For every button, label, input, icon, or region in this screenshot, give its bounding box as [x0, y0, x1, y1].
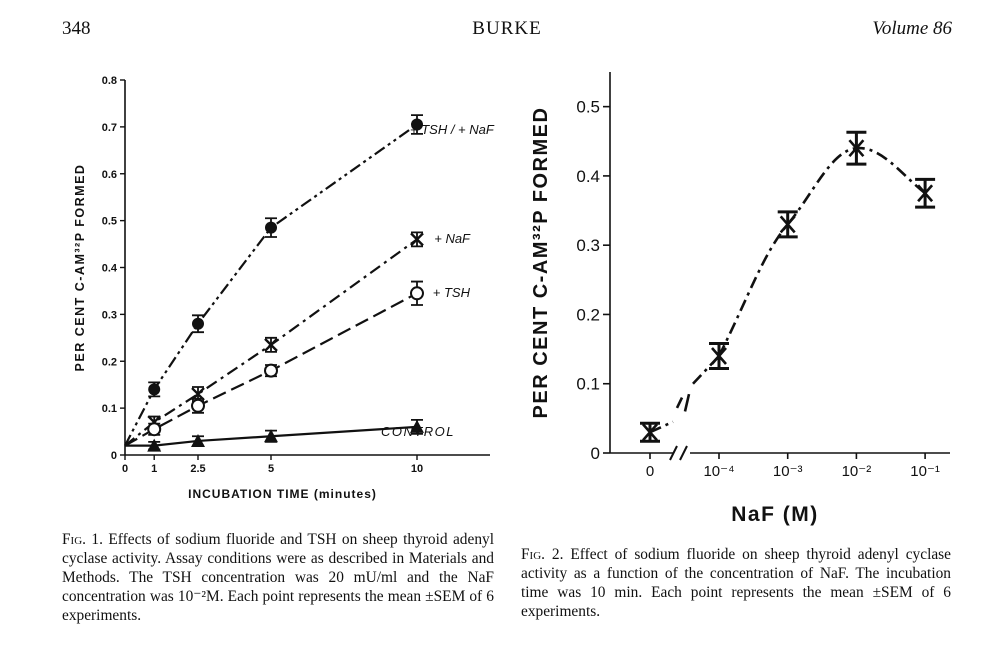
series-label: + NaF	[434, 231, 470, 246]
figure-1-caption	[62, 530, 494, 625]
figure-1-label: Fig. 1.	[62, 531, 103, 548]
figure-1-caption-text: Effects of sodium fluoride and TSH on sheep thyroid adenyl cyclase activity. Assay conditions were as described in Materials and Methods. The TSH concentration was 20 mU/ml and the NaF concentration was 10⁻²M. Each point represents the mean ±SEM of 6 experiments.	[62, 531, 494, 624]
x-tick-label: 10⁻²	[841, 463, 872, 480]
volume-label: Volume 86	[872, 18, 952, 39]
y-tick-label: 0.2	[576, 305, 600, 325]
x-tick-label: 0	[645, 463, 655, 480]
running-author: BURKE	[472, 18, 542, 39]
y-tick-label: 0.7	[101, 121, 117, 134]
x-axis-label: INCUBATION TIME (minutes)	[188, 487, 377, 501]
y-tick-label: 0.5	[101, 215, 117, 228]
y-tick-label: 0	[590, 444, 600, 463]
page-number: 348	[62, 18, 91, 39]
x-axis-label: NaF (M)	[731, 503, 819, 526]
data-point	[411, 287, 423, 299]
figure-2-label: Fig. 2.	[521, 546, 564, 563]
series-label: + TSH / + NaF	[410, 122, 494, 137]
x-tick-label: 10⁻³	[772, 463, 803, 480]
x-tick-label: 10	[410, 463, 424, 475]
figure-2-caption	[521, 545, 951, 621]
series-line	[125, 125, 417, 446]
y-tick-label: 0.4	[576, 166, 600, 186]
x-tick-label: 1	[151, 463, 158, 475]
data-point	[192, 318, 204, 330]
data-point	[148, 423, 160, 435]
series-label: + TSH	[432, 285, 470, 300]
y-tick-label: 0.4	[101, 262, 117, 275]
figure-2-chart	[525, 60, 955, 535]
y-tick-label: 0.2	[101, 356, 117, 369]
y-tick-label: 0.5	[576, 97, 600, 117]
series-break-mark	[677, 394, 689, 411]
y-tick-label: 0.3	[576, 236, 600, 256]
data-point	[265, 365, 277, 377]
y-axis-label: PER CENT C-AM³²P FORMED	[530, 106, 552, 419]
x-tick-label: 10⁻¹	[910, 463, 940, 480]
data-point	[192, 400, 204, 412]
series-label: CONTROL	[380, 424, 455, 439]
x-tick-label: 0	[121, 463, 129, 475]
x-tick-label: 10⁻⁴	[703, 463, 735, 480]
axis-break-mark	[670, 446, 687, 460]
figure-2-caption-text: Effect of sodium fluoride on sheep thyroid adenyl cyclase activity as a function of the concentration of NaF. The incubation time was 10 min. Each point represents the mean ±SEM of 6 experiments.	[521, 546, 951, 620]
y-tick-label: 0.3	[101, 309, 117, 322]
y-tick-label: 0.6	[101, 168, 117, 181]
y-tick-label: 0.1	[576, 374, 600, 394]
x-tick-label: 5	[267, 463, 275, 475]
page-header	[62, 18, 952, 46]
figure-1-chart	[50, 60, 500, 520]
x-tick-label: 2.5	[190, 463, 206, 475]
y-axis-label: PER CENT C-AM³²P FORMED	[73, 163, 87, 372]
y-tick-label: 0.8	[101, 75, 117, 87]
y-tick-label: 0.1	[101, 403, 117, 416]
series-line	[719, 148, 925, 356]
y-tick-label: 0	[110, 450, 117, 462]
data-point	[148, 383, 160, 395]
data-point	[265, 222, 277, 234]
